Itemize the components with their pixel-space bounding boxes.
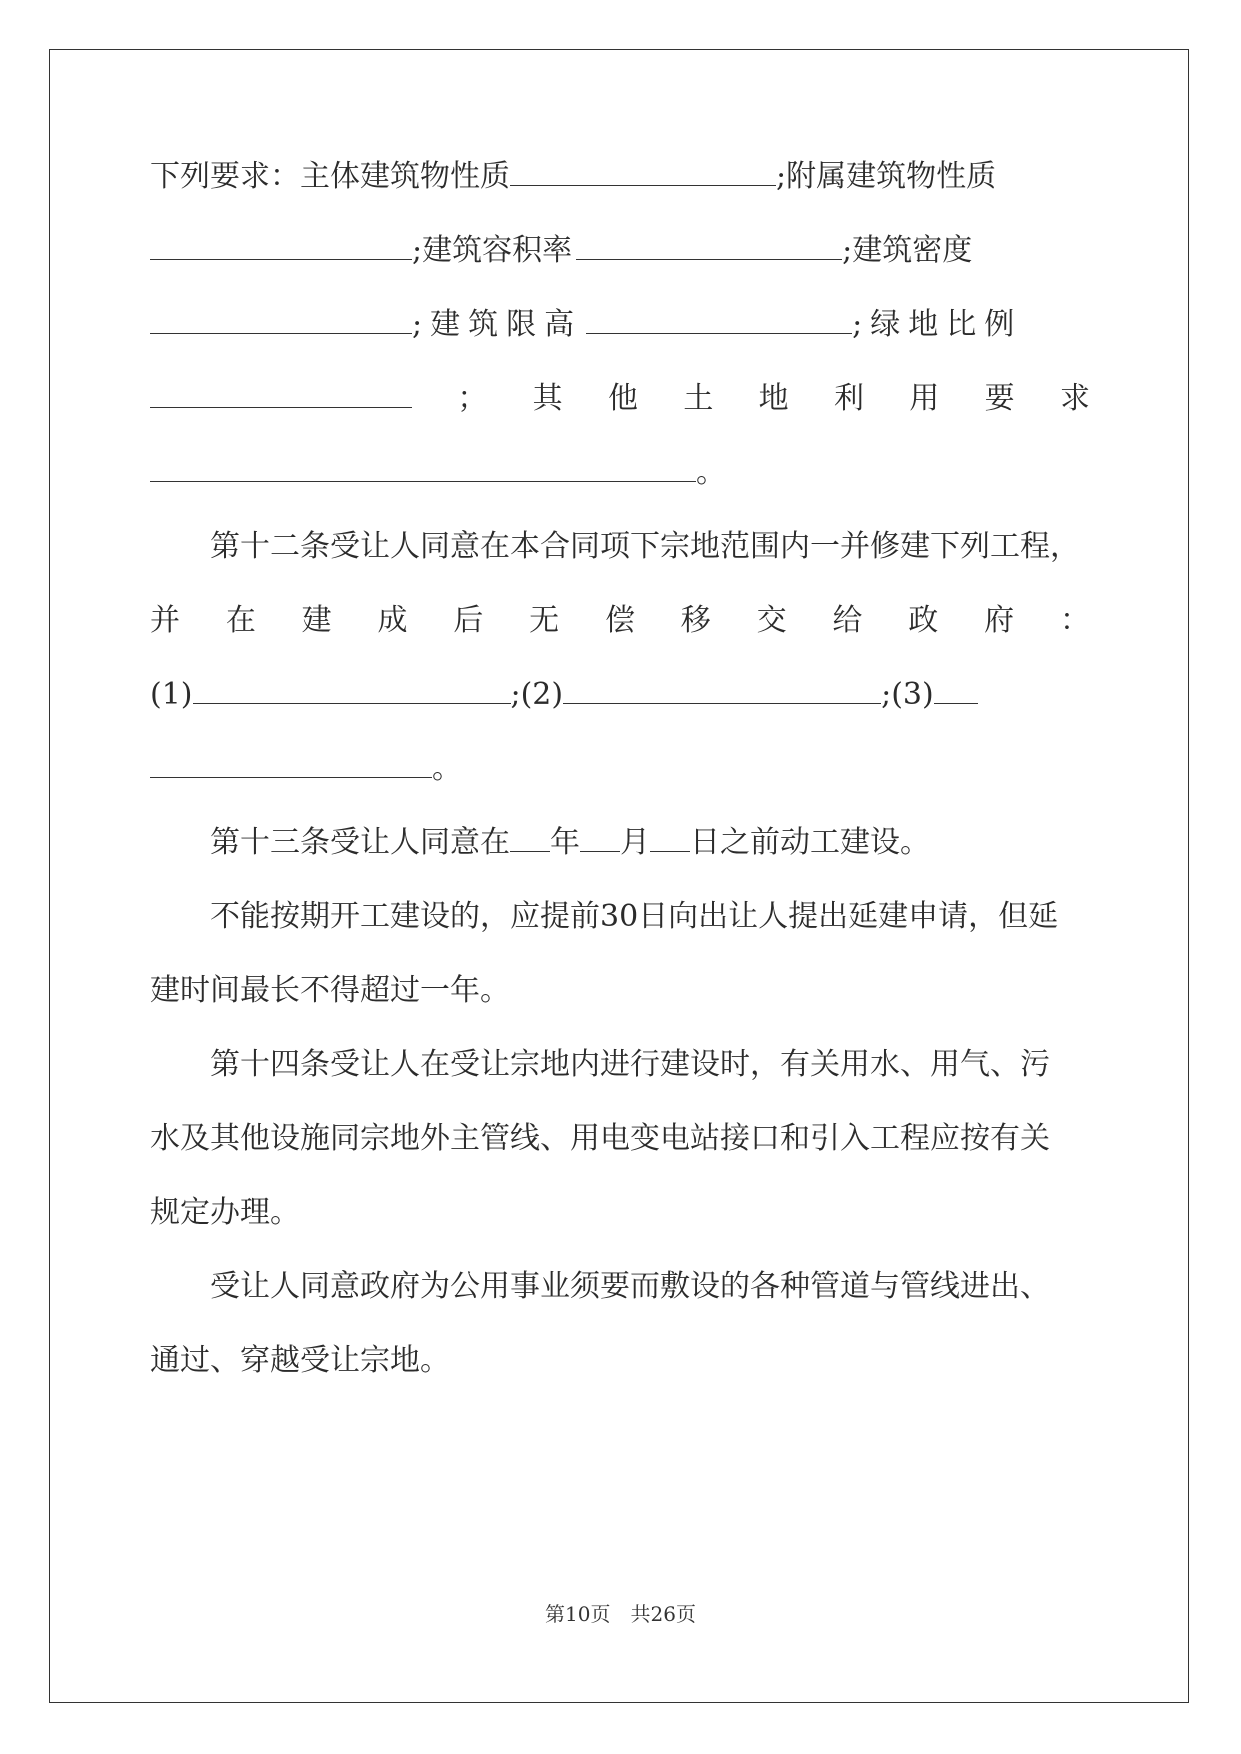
text-segment: ;建筑密度 bbox=[842, 233, 973, 268]
fill-blank bbox=[150, 747, 432, 778]
text-line-14 bbox=[150, 1117, 1090, 1161]
text-line-12 bbox=[150, 969, 1090, 1013]
text-line-15 bbox=[150, 1191, 1090, 1235]
text-segment: 。 bbox=[432, 751, 462, 786]
text-segment: 规定办理。 bbox=[150, 1195, 300, 1230]
fill-blank bbox=[150, 303, 412, 334]
text-segment: (1) bbox=[150, 677, 193, 712]
page-border bbox=[49, 49, 1189, 1703]
text-segment: 下列要求：主体建筑物性质 bbox=[150, 159, 510, 194]
text-line-10 bbox=[150, 821, 1150, 865]
text-segment: 通过、穿越受让宗地。 bbox=[150, 1343, 450, 1378]
fill-blank bbox=[563, 673, 881, 704]
text-line-1 bbox=[150, 155, 1090, 199]
text-line-5 bbox=[150, 451, 1090, 495]
text-line-2 bbox=[150, 229, 1090, 273]
text-line-11 bbox=[150, 895, 1150, 939]
text-line-8 bbox=[150, 673, 1090, 717]
fill-blank bbox=[150, 229, 412, 260]
text-line-4 bbox=[150, 377, 1090, 421]
text-char: 在 bbox=[225, 603, 256, 638]
text-line-13 bbox=[150, 1043, 1150, 1087]
text-segment: 第十四条受让人在受让宗地内进行建设时，有关用水、用气、污 bbox=[210, 1047, 1050, 1082]
text-segment: 。 bbox=[696, 455, 726, 490]
text-line-9 bbox=[150, 747, 1090, 791]
text-char: ； bbox=[457, 381, 488, 416]
text-segment: ;(2) bbox=[510, 677, 564, 712]
text-segment: ;建筑容积率 bbox=[412, 233, 573, 268]
text-char: 无 bbox=[529, 603, 560, 638]
text-segment: 第十三条受让人同意在 bbox=[210, 825, 510, 860]
text-char: 移 bbox=[680, 603, 711, 638]
page-footer: 第10页 共26页 bbox=[545, 1602, 696, 1626]
fill-blank bbox=[576, 229, 842, 260]
text-char: 土 bbox=[683, 381, 714, 416]
text-char: 成 bbox=[377, 603, 408, 638]
text-char: 并 bbox=[150, 603, 180, 638]
text-line-7 bbox=[150, 599, 1090, 643]
text-line-6 bbox=[150, 525, 1150, 569]
fill-blank bbox=[580, 821, 620, 852]
text-segment: ;绿地比例 bbox=[852, 307, 1023, 342]
text-segment: 月 bbox=[620, 825, 650, 860]
text-char: 给 bbox=[832, 603, 863, 638]
text-line-17 bbox=[150, 1339, 1090, 1383]
text-char: 府 bbox=[984, 603, 1015, 638]
text-segment: 受让人同意政府为公用事业须要而敷设的各种管道与管线进出、 bbox=[210, 1269, 1050, 1304]
text-char: 他 bbox=[607, 381, 638, 416]
text-char: 其 bbox=[532, 381, 563, 416]
text-char: 交 bbox=[756, 603, 787, 638]
text-char: 政 bbox=[908, 603, 939, 638]
fill-blank bbox=[586, 303, 852, 334]
text-segment: ;建筑限高 bbox=[412, 307, 583, 342]
fill-blank bbox=[934, 673, 978, 704]
fill-blank bbox=[150, 377, 412, 408]
text-char: 利 bbox=[833, 381, 864, 416]
text-char: ： bbox=[1059, 603, 1090, 638]
fill-blank bbox=[193, 673, 511, 704]
text-char: 偿 bbox=[604, 603, 635, 638]
fill-blank bbox=[650, 821, 690, 852]
fill-blank bbox=[510, 155, 776, 186]
text-segment: 年 bbox=[550, 825, 580, 860]
text-char: 用 bbox=[909, 381, 940, 416]
text-char: 后 bbox=[453, 603, 484, 638]
text-char: 建 bbox=[301, 603, 332, 638]
text-line-16 bbox=[150, 1265, 1150, 1309]
text-char: 要 bbox=[984, 381, 1015, 416]
text-segment: ;附属建筑物性质 bbox=[776, 159, 997, 194]
text-segment: 不能按期开工建设的，应提前30日向出让人提出延建申请，但延 bbox=[210, 899, 1059, 934]
text-segment: 日之前动工建设。 bbox=[690, 825, 930, 860]
text-segment: 建时间最长不得超过一年。 bbox=[150, 973, 510, 1008]
text-segment: ;(3) bbox=[881, 677, 934, 712]
text-segment: 第十二条受让人同意在本合同项下宗地范围内一并修建下列工程， bbox=[210, 529, 1080, 564]
text-char: 求 bbox=[1059, 381, 1090, 416]
fill-blank bbox=[510, 821, 550, 852]
text-segment: 水及其他设施同宗地外主管线、用电变电站接口和引入工程应按有关 bbox=[150, 1121, 1050, 1156]
text-char: 地 bbox=[758, 381, 789, 416]
text-line-3 bbox=[150, 303, 1090, 347]
fill-blank bbox=[150, 451, 696, 482]
